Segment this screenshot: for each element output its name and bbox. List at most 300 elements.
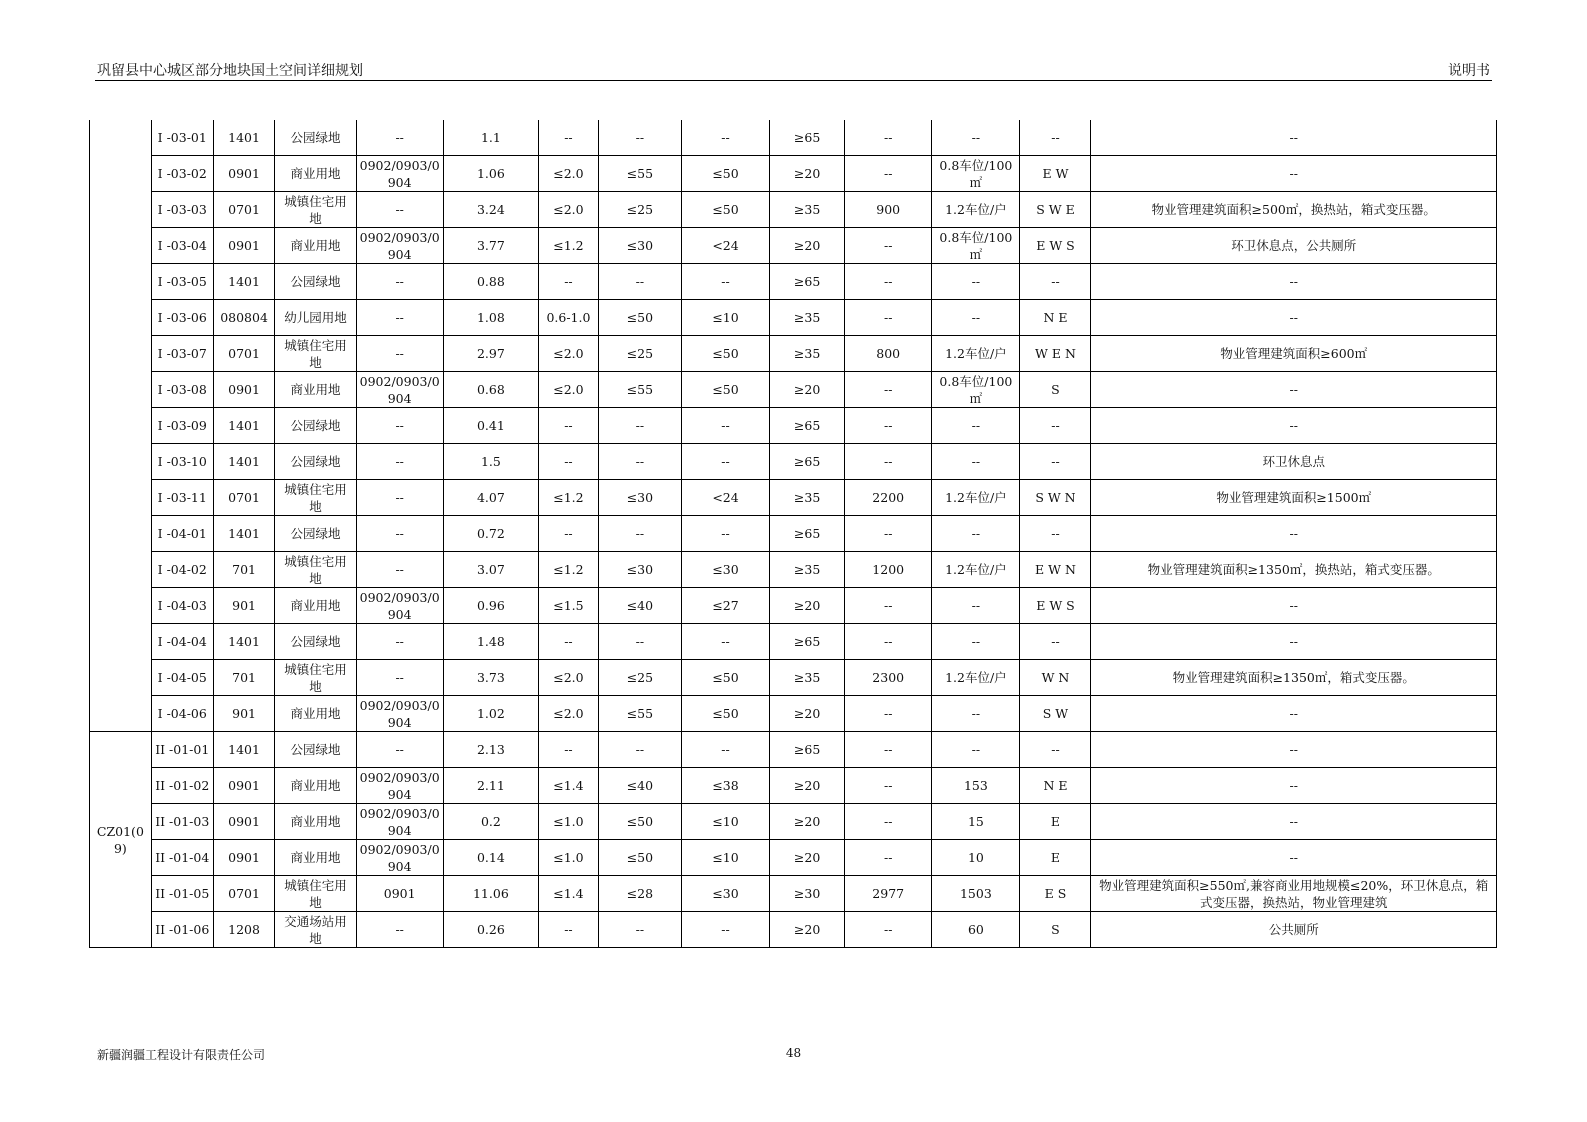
parking-cell: 1.2车位/户: [932, 480, 1020, 516]
land-use-cell: 公园绿地: [275, 732, 356, 768]
land-code-cell: 0901: [213, 156, 275, 192]
households-cell: 900: [845, 192, 932, 228]
far-cell: ≤2.0: [539, 660, 599, 696]
far-cell: ≤1.5: [539, 588, 599, 624]
entrances-cell: --: [1020, 444, 1091, 480]
parking-cell: 1.2车位/户: [932, 660, 1020, 696]
facilities-cell: 物业管理建筑面积≥550㎡,兼容商业用地规模≤20%，环卫休息点，箱式变压器，换热站，物业管理建筑: [1091, 876, 1497, 912]
households-cell: 2200: [845, 480, 932, 516]
land-use-cell: 城镇住宅用地: [275, 876, 356, 912]
density-cell: ≤30: [598, 552, 681, 588]
entrances-cell: S W E: [1020, 192, 1091, 228]
compatible-use-cell: 0902/0903/0904: [356, 768, 443, 804]
facilities-cell: --: [1091, 120, 1497, 156]
parking-cell: 1503: [932, 876, 1020, 912]
entrances-cell: --: [1020, 264, 1091, 300]
area-cell: 0.2: [443, 804, 538, 840]
compatible-use-cell: --: [356, 516, 443, 552]
compatible-use-cell: --: [356, 120, 443, 156]
land-code-cell: 1401: [213, 264, 275, 300]
table-row: [90, 192, 1497, 228]
households-cell: --: [845, 228, 932, 264]
parking-cell: 60: [932, 912, 1020, 948]
compatible-use-cell: --: [356, 300, 443, 336]
density-cell: ≤25: [598, 336, 681, 372]
facilities-cell: 物业管理建筑面积≥500㎡，换热站，箱式变压器。: [1091, 192, 1497, 228]
facilities-cell: 环卫休息点，公共厕所: [1091, 228, 1497, 264]
compatible-use-cell: --: [356, 444, 443, 480]
households-cell: --: [845, 732, 932, 768]
far-cell: --: [539, 732, 599, 768]
density-cell: --: [598, 516, 681, 552]
compatible-use-cell: --: [356, 264, 443, 300]
table-row: [90, 336, 1497, 372]
households-cell: --: [845, 768, 932, 804]
households-cell: --: [845, 408, 932, 444]
density-cell: ≤28: [598, 876, 681, 912]
facilities-cell: 公共厕所: [1091, 912, 1497, 948]
height-cell: ≤10: [681, 300, 769, 336]
height-cell: --: [681, 444, 769, 480]
far-cell: ≤1.4: [539, 876, 599, 912]
plot-code-cell: I -04-03: [151, 588, 213, 624]
density-cell: ≤30: [598, 480, 681, 516]
households-cell: --: [845, 840, 932, 876]
height-cell: --: [681, 732, 769, 768]
land-code-cell: 1401: [213, 624, 275, 660]
plot-code-cell: I -04-04: [151, 624, 213, 660]
land-use-cell: 公园绿地: [275, 444, 356, 480]
entrances-cell: W N: [1020, 660, 1091, 696]
green-ratio-cell: ≥20: [770, 804, 845, 840]
height-cell: ≤50: [681, 660, 769, 696]
table-row: [90, 624, 1497, 660]
far-cell: ≤2.0: [539, 372, 599, 408]
height-cell: ≤10: [681, 840, 769, 876]
compatible-use-cell: 0902/0903/0904: [356, 156, 443, 192]
table-row: [90, 228, 1497, 264]
table-row: [90, 156, 1497, 192]
facilities-cell: --: [1091, 264, 1497, 300]
green-ratio-cell: ≥35: [770, 192, 845, 228]
plot-code-cell: II -01-03: [151, 804, 213, 840]
far-cell: ≤2.0: [539, 336, 599, 372]
compatible-use-cell: 0902/0903/0904: [356, 804, 443, 840]
group-cell-cz01: CZ01(09): [90, 732, 152, 948]
density-cell: ≤55: [598, 372, 681, 408]
facilities-cell: --: [1091, 516, 1497, 552]
plot-code-cell: II -01-06: [151, 912, 213, 948]
land-use-cell: 城镇住宅用地: [275, 480, 356, 516]
table-row: [90, 804, 1497, 840]
compatible-use-cell: --: [356, 408, 443, 444]
entrances-cell: S: [1020, 372, 1091, 408]
density-cell: ≤55: [598, 696, 681, 732]
area-cell: 1.48: [443, 624, 538, 660]
area-cell: 1.5: [443, 444, 538, 480]
area-cell: 3.77: [443, 228, 538, 264]
facilities-cell: --: [1091, 408, 1497, 444]
density-cell: ≤55: [598, 156, 681, 192]
parking-cell: --: [932, 588, 1020, 624]
land-code-cell: 1401: [213, 516, 275, 552]
facilities-cell: --: [1091, 840, 1497, 876]
compatible-use-cell: --: [356, 732, 443, 768]
far-cell: ≤1.2: [539, 552, 599, 588]
density-cell: ≤50: [598, 300, 681, 336]
document-type: 说明书: [1448, 63, 1490, 79]
height-cell: ≤30: [681, 876, 769, 912]
group-cell-i: [90, 120, 152, 732]
table-row: [90, 768, 1497, 804]
green-ratio-cell: ≥20: [770, 588, 845, 624]
compatible-use-cell: --: [356, 660, 443, 696]
green-ratio-cell: ≥20: [770, 912, 845, 948]
land-use-cell: 商业用地: [275, 156, 356, 192]
parking-cell: 1.2车位/户: [932, 552, 1020, 588]
land-use-cell: 商业用地: [275, 768, 356, 804]
plot-code-cell: II -01-04: [151, 840, 213, 876]
parking-cell: --: [932, 300, 1020, 336]
entrances-cell: --: [1020, 732, 1091, 768]
facilities-cell: --: [1091, 372, 1497, 408]
area-cell: 11.06: [443, 876, 538, 912]
households-cell: --: [845, 444, 932, 480]
entrances-cell: --: [1020, 120, 1091, 156]
households-cell: --: [845, 696, 932, 732]
parking-cell: --: [932, 444, 1020, 480]
parking-cell: 0.8车位/100㎡: [932, 228, 1020, 264]
height-cell: <24: [681, 228, 769, 264]
parking-cell: 10: [932, 840, 1020, 876]
green-ratio-cell: ≥35: [770, 336, 845, 372]
plot-code-cell: II -01-02: [151, 768, 213, 804]
parking-cell: --: [932, 264, 1020, 300]
far-cell: ≤2.0: [539, 696, 599, 732]
land-use-cell: 公园绿地: [275, 408, 356, 444]
height-cell: --: [681, 624, 769, 660]
density-cell: --: [598, 732, 681, 768]
green-ratio-cell: ≥35: [770, 480, 845, 516]
entrances-cell: --: [1020, 624, 1091, 660]
land-code-cell: 701: [213, 660, 275, 696]
entrances-cell: E S: [1020, 876, 1091, 912]
parking-cell: 153: [932, 768, 1020, 804]
entrances-cell: S: [1020, 912, 1091, 948]
facilities-cell: --: [1091, 732, 1497, 768]
plot-code-cell: I -04-02: [151, 552, 213, 588]
far-cell: --: [539, 408, 599, 444]
height-cell: --: [681, 408, 769, 444]
area-cell: 1.08: [443, 300, 538, 336]
compatible-use-cell: --: [356, 552, 443, 588]
height-cell: ≤50: [681, 156, 769, 192]
table-row: [90, 660, 1497, 696]
far-cell: ≤2.0: [539, 192, 599, 228]
land-code-cell: 0701: [213, 336, 275, 372]
area-cell: 1.1: [443, 120, 538, 156]
compatible-use-cell: --: [356, 480, 443, 516]
density-cell: --: [598, 264, 681, 300]
density-cell: --: [598, 912, 681, 948]
facilities-cell: --: [1091, 804, 1497, 840]
entrances-cell: W E N: [1020, 336, 1091, 372]
far-cell: ≤1.2: [539, 228, 599, 264]
land-use-cell: 城镇住宅用地: [275, 336, 356, 372]
land-use-cell: 商业用地: [275, 696, 356, 732]
plot-code-cell: I -04-05: [151, 660, 213, 696]
parking-cell: 0.8车位/100㎡: [932, 372, 1020, 408]
parking-cell: --: [932, 516, 1020, 552]
land-use-cell: 公园绿地: [275, 264, 356, 300]
area-cell: 4.07: [443, 480, 538, 516]
plot-code-cell: I -03-09: [151, 408, 213, 444]
households-cell: 800: [845, 336, 932, 372]
households-cell: --: [845, 804, 932, 840]
area-cell: 0.14: [443, 840, 538, 876]
table-row: [90, 372, 1497, 408]
table-row: [90, 876, 1497, 912]
density-cell: --: [598, 624, 681, 660]
entrances-cell: E: [1020, 804, 1091, 840]
height-cell: ≤27: [681, 588, 769, 624]
area-cell: 2.97: [443, 336, 538, 372]
parking-cell: --: [932, 408, 1020, 444]
facilities-cell: 物业管理建筑面积≥600㎡: [1091, 336, 1497, 372]
header-rule: [95, 80, 1492, 81]
far-cell: 0.6-1.0: [539, 300, 599, 336]
entrances-cell: E W: [1020, 156, 1091, 192]
land-use-cell: 交通场站用地: [275, 912, 356, 948]
table-row: [90, 408, 1497, 444]
green-ratio-cell: ≥65: [770, 516, 845, 552]
green-ratio-cell: ≥35: [770, 552, 845, 588]
area-cell: 0.26: [443, 912, 538, 948]
compatible-use-cell: 0901: [356, 876, 443, 912]
green-ratio-cell: ≥20: [770, 228, 845, 264]
land-use-cell: 城镇住宅用地: [275, 660, 356, 696]
green-ratio-cell: ≥35: [770, 300, 845, 336]
area-cell: 0.88: [443, 264, 538, 300]
facilities-cell: 物业管理建筑面积≥1350㎡，箱式变压器。: [1091, 660, 1497, 696]
facilities-cell: --: [1091, 156, 1497, 192]
compatible-use-cell: 0902/0903/0904: [356, 840, 443, 876]
land-code-cell: 0701: [213, 192, 275, 228]
land-use-cell: 商业用地: [275, 804, 356, 840]
parking-cell: --: [932, 624, 1020, 660]
land-use-cell: 商业用地: [275, 228, 356, 264]
land-code-cell: 0901: [213, 372, 275, 408]
area-cell: 0.68: [443, 372, 538, 408]
land-code-cell: 1401: [213, 732, 275, 768]
land-code-cell: 901: [213, 696, 275, 732]
parking-cell: 0.8车位/100㎡: [932, 156, 1020, 192]
land-code-cell: 1401: [213, 408, 275, 444]
table-row: [90, 516, 1497, 552]
land-code-cell: 080804: [213, 300, 275, 336]
land-use-cell: 城镇住宅用地: [275, 192, 356, 228]
plot-code-cell: I -03-11: [151, 480, 213, 516]
table-row: [90, 444, 1497, 480]
households-cell: 2977: [845, 876, 932, 912]
entrances-cell: S W: [1020, 696, 1091, 732]
height-cell: ≤10: [681, 804, 769, 840]
green-ratio-cell: ≥20: [770, 156, 845, 192]
page-number: 48: [785, 1046, 802, 1060]
land-code-cell: 1401: [213, 120, 275, 156]
table-row: [90, 696, 1497, 732]
far-cell: ≤1.2: [539, 480, 599, 516]
households-cell: --: [845, 156, 932, 192]
company-name: 新疆润疆工程设计有限责任公司: [97, 1048, 266, 1062]
plot-code-cell: I -03-04: [151, 228, 213, 264]
density-cell: ≤30: [598, 228, 681, 264]
households-cell: 2300: [845, 660, 932, 696]
facilities-cell: --: [1091, 588, 1497, 624]
land-use-cell: 城镇住宅用地: [275, 552, 356, 588]
facilities-cell: 环卫休息点: [1091, 444, 1497, 480]
density-cell: --: [598, 408, 681, 444]
entrances-cell: E W S: [1020, 588, 1091, 624]
land-code-cell: 0901: [213, 804, 275, 840]
land-code-cell: 0901: [213, 840, 275, 876]
parking-cell: 1.2车位/户: [932, 192, 1020, 228]
density-cell: ≤50: [598, 840, 681, 876]
area-cell: 3.73: [443, 660, 538, 696]
land-code-cell: 1401: [213, 444, 275, 480]
table-row: [90, 840, 1497, 876]
entrances-cell: N E: [1020, 768, 1091, 804]
parking-cell: --: [932, 732, 1020, 768]
table-row: [90, 300, 1497, 336]
facilities-cell: 物业管理建筑面积≥1500㎡: [1091, 480, 1497, 516]
compatible-use-cell: --: [356, 192, 443, 228]
plot-code-cell: I -04-01: [151, 516, 213, 552]
plot-code-cell: I -03-08: [151, 372, 213, 408]
land-code-cell: 1208: [213, 912, 275, 948]
height-cell: <24: [681, 480, 769, 516]
land-use-cell: 幼儿园用地: [275, 300, 356, 336]
far-cell: ≤1.4: [539, 768, 599, 804]
households-cell: 1200: [845, 552, 932, 588]
facilities-cell: --: [1091, 696, 1497, 732]
green-ratio-cell: ≥65: [770, 120, 845, 156]
far-cell: --: [539, 264, 599, 300]
households-cell: --: [845, 516, 932, 552]
land-code-cell: 901: [213, 588, 275, 624]
table-row: [90, 264, 1497, 300]
density-cell: --: [598, 444, 681, 480]
height-cell: ≤30: [681, 552, 769, 588]
land-use-cell: 商业用地: [275, 588, 356, 624]
document-title: 巩留县中心城区部分地块国土空间详细规划: [97, 63, 363, 79]
parking-cell: 1.2车位/户: [932, 336, 1020, 372]
land-code-cell: 0901: [213, 228, 275, 264]
entrances-cell: N E: [1020, 300, 1091, 336]
table-row: [90, 912, 1497, 948]
entrances-cell: --: [1020, 516, 1091, 552]
plot-code-cell: I -03-02: [151, 156, 213, 192]
plot-code-cell: I -03-10: [151, 444, 213, 480]
green-ratio-cell: ≥20: [770, 696, 845, 732]
land-code-cell: 701: [213, 552, 275, 588]
compatible-use-cell: 0902/0903/0904: [356, 372, 443, 408]
height-cell: ≤50: [681, 696, 769, 732]
compatible-use-cell: --: [356, 624, 443, 660]
households-cell: --: [845, 588, 932, 624]
plot-code-cell: I -03-03: [151, 192, 213, 228]
green-ratio-cell: ≥30: [770, 876, 845, 912]
land-code-cell: 0701: [213, 876, 275, 912]
height-cell: --: [681, 264, 769, 300]
entrances-cell: E W N: [1020, 552, 1091, 588]
far-cell: --: [539, 912, 599, 948]
facilities-cell: 物业管理建筑面积≥1350㎡，换热站，箱式变压器。: [1091, 552, 1497, 588]
plot-code-cell: II -01-01: [151, 732, 213, 768]
land-use-cell: 商业用地: [275, 372, 356, 408]
green-ratio-cell: ≥35: [770, 660, 845, 696]
far-cell: --: [539, 120, 599, 156]
far-cell: --: [539, 444, 599, 480]
height-cell: ≤38: [681, 768, 769, 804]
far-cell: --: [539, 516, 599, 552]
land-use-cell: 公园绿地: [275, 516, 356, 552]
height-cell: --: [681, 120, 769, 156]
plot-code-cell: I -03-05: [151, 264, 213, 300]
facilities-cell: --: [1091, 768, 1497, 804]
table-row: [90, 552, 1497, 588]
plot-code-cell: I -03-01: [151, 120, 213, 156]
compatible-use-cell: 0902/0903/0904: [356, 696, 443, 732]
density-cell: ≤40: [598, 588, 681, 624]
far-cell: ≤2.0: [539, 156, 599, 192]
households-cell: --: [845, 372, 932, 408]
far-cell: ≤1.0: [539, 840, 599, 876]
plot-code-cell: II -01-05: [151, 876, 213, 912]
land-code-cell: 0701: [213, 480, 275, 516]
land-use-cell: 商业用地: [275, 840, 356, 876]
area-cell: 1.02: [443, 696, 538, 732]
plot-code-cell: I -03-07: [151, 336, 213, 372]
plot-code-cell: I -04-06: [151, 696, 213, 732]
households-cell: --: [845, 264, 932, 300]
green-ratio-cell: ≥65: [770, 444, 845, 480]
compatible-use-cell: --: [356, 912, 443, 948]
height-cell: --: [681, 516, 769, 552]
area-cell: 0.96: [443, 588, 538, 624]
compatible-use-cell: 0902/0903/0904: [356, 588, 443, 624]
households-cell: --: [845, 624, 932, 660]
parking-cell: 15: [932, 804, 1020, 840]
land-use-cell: 公园绿地: [275, 624, 356, 660]
parking-cell: --: [932, 696, 1020, 732]
area-cell: 1.06: [443, 156, 538, 192]
area-cell: 2.11: [443, 768, 538, 804]
table-row: [90, 120, 1497, 156]
facilities-cell: --: [1091, 624, 1497, 660]
density-cell: ≤25: [598, 660, 681, 696]
area-cell: 2.13: [443, 732, 538, 768]
entrances-cell: --: [1020, 408, 1091, 444]
households-cell: --: [845, 912, 932, 948]
facilities-cell: --: [1091, 300, 1497, 336]
density-cell: --: [598, 120, 681, 156]
area-cell: 3.07: [443, 552, 538, 588]
households-cell: --: [845, 120, 932, 156]
height-cell: ≤50: [681, 372, 769, 408]
green-ratio-cell: ≥65: [770, 732, 845, 768]
land-use-cell: 公园绿地: [275, 120, 356, 156]
